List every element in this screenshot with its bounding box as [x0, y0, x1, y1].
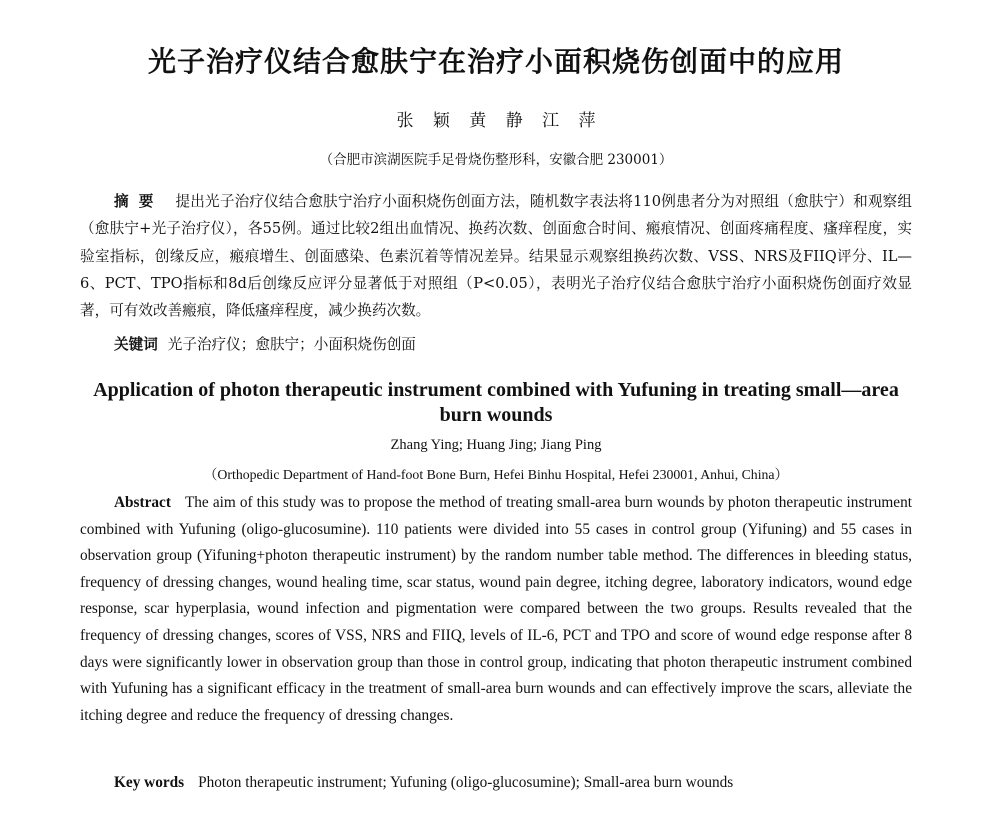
chinese-keywords: [80, 333, 912, 354]
english-keywords: [80, 774, 912, 792]
chinese-abstract-text: 提出光子治疗仪结合愈肤宁治疗小面积烧伤创面方法，随机数字表法将110例患者分为对照组（愈肤宁）和观察组（愈肤宁+光子治疗仪），各55例。通过比较2组出血情况、换药次数、创面愈合时间、瘢痕情况、创面疼痛程度、瘙痒程度，实验室指标，创缘反应，瘢痕增生、创面感染、色素沉着等情况差异。结果显示观察组换药次数、VSS、NRS及FIIQ评分、IL—6、PCT、TPO指标和8d后创缘反应评分显著低于对照组（P<0.05），表明光子治疗仪结合愈肤宁治疗小面积烧伤创面疗效显著，可有效改善瘢痕，降低瘙痒程度，减少换药次数。: [80, 193, 912, 320]
chinese-keywords-text: 光子治疗仪；愈肤宁；小面积烧伤创面: [167, 336, 416, 353]
chinese-title: 光子治疗仪结合愈肤宁在治疗小面积烧伤创面中的应用: [147, 45, 844, 78]
english-keywords-label: Key words: [114, 774, 185, 791]
chinese-affiliation: （合肥市滨湖医院手足骨烧伤整形科，安徽合肥 230001）: [319, 152, 673, 168]
english-abstract: [80, 490, 912, 729]
english-authors: Zhang Ying; Huang Jing; Jiang Ping: [390, 437, 602, 453]
english-affiliation: （Orthopedic Department of Hand-foot Bone Burn, Hefei Binhu Hospital, Hefei 230001, Anhui, China）: [203, 467, 789, 482]
chinese-authors: 张 颖 黄 静 江 萍: [396, 111, 596, 131]
chinese-keywords-label: 关键词: [114, 336, 158, 353]
chinese-abstract: [80, 188, 912, 324]
english-keywords-text: Photon therapeutic instrument; Yufuning (oligo-glucosumine); Small-area burn wounds: [198, 774, 734, 791]
english-title: Application of photon therapeutic instrument combined with Yufuning in treating small—area burn wounds: [93, 379, 899, 426]
english-abstract-text: The aim of this study was to propose the method of treating small-area burn wounds by photon therapeutic instrument combined with Yufuning (oligo-glucosumine). 110 patients were divided into 55 cases in control group (Yifuning) and 55 cases in observation group (Yifuning+photon therapeutic instrument) by the random number table method. The differences in bleeding status, frequency of dressing changes, wound healing time, scar status, wound pain degree, itching degree, laboratory indicators, wound edge response, scar hyperplasia, wound infection and pigmentation were compared between the two groups. Results revealed that the frequency of dressing changes, scores of VSS, NRS and FIIQ, levels of IL-6, PCT and TPO and score of wound edge response after 8 days were significantly lower in observation group than those in control group, indicating that photon therapeutic instrument combined with Yufuning has a significant efficacy in the treatment of small-area burn wounds and can effectively improve the scars, alleviate the itching degree and reduce the frequency of dressing changes.: [80, 494, 912, 724]
english-abstract-label: Abstract: [114, 494, 171, 511]
chinese-abstract-label: 摘要: [114, 193, 164, 210]
